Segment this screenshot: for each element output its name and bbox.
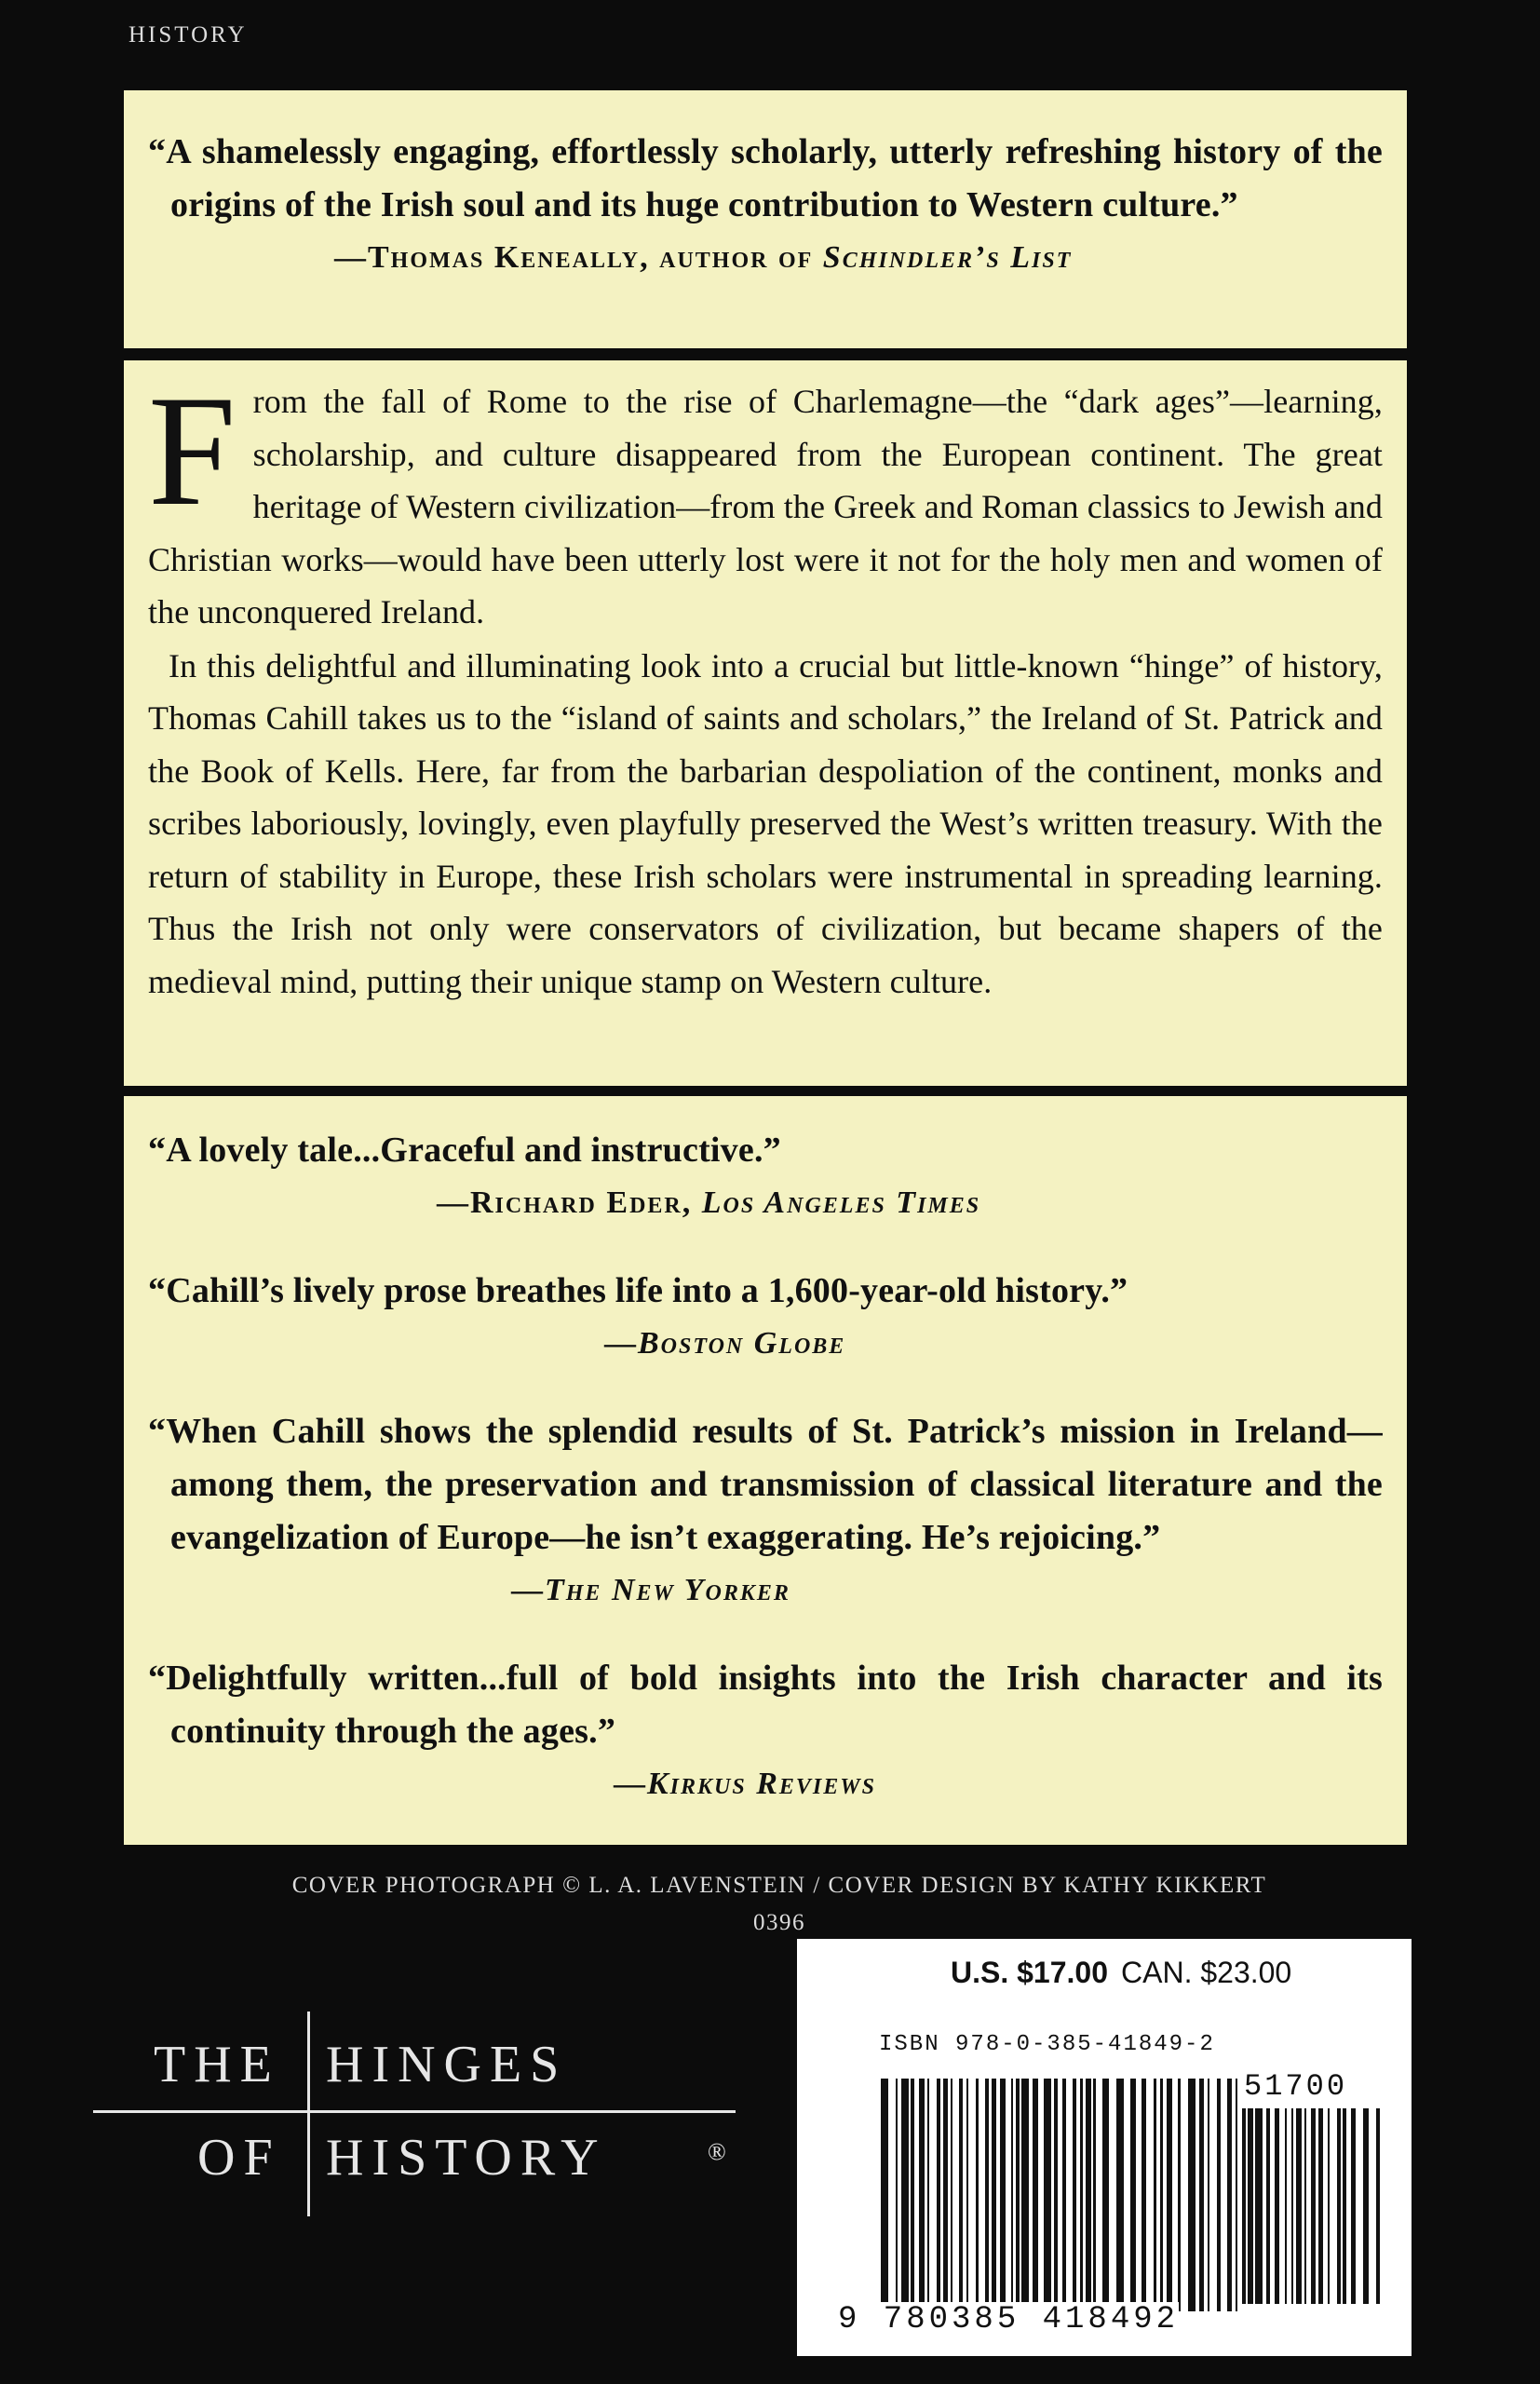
barcode-bar [1328, 2108, 1330, 2304]
barcode-bar [937, 2079, 940, 2311]
credits-line: COVER PHOTOGRAPH © L. A. LAVENSTEIN / COVER DESIGN BY KATHY KIKKERT [291, 1873, 1267, 1898]
category-label: HISTORY [128, 22, 248, 47]
barcode-bar [1242, 2108, 1246, 2304]
barcode-bar [1021, 2079, 1029, 2311]
barcode-bar [1000, 2079, 1006, 2311]
logo-vertical-rule [307, 2012, 310, 2216]
review-quote-attribution [148, 1758, 1383, 1810]
barcode-bar [1130, 2079, 1136, 2311]
barcode-bar [1016, 2079, 1020, 2311]
top-quote-author: —Thomas Keneally, author of [334, 240, 823, 275]
top-quote-work: Schindler’s List [822, 240, 1073, 275]
review-quote [148, 1265, 1383, 1370]
barcode-bar [976, 2079, 979, 2311]
barcode-bar [1291, 2108, 1293, 2304]
can-price: CAN. $23.00 [1121, 1956, 1292, 1989]
blurb-paragraph-1-text: rom the fall of Rome to the rise of Charlemagne—the “dark ages”—learning, scholarship, and culture disappeared from the European continent. The great heritage of Western civilization—from the Greek and Roman classics to Jewish and Christian works—would have been utterly lost were it not for the holy men and women of the unconquered Ireland. [148, 383, 1383, 630]
barcode-bar [901, 2079, 909, 2311]
barcode-bar [985, 2079, 989, 2311]
barcode-bar [1217, 2079, 1221, 2311]
barcode-bar [992, 2079, 996, 2311]
barcode-bar [1227, 2079, 1232, 2311]
barcode-bar [951, 2079, 952, 2311]
review-quote [148, 1405, 1383, 1617]
barcode-bar [1351, 2108, 1356, 2304]
barcode-bar [1296, 2108, 1302, 2304]
series-word: OF [197, 2129, 281, 2187]
barcode-bar [1178, 2079, 1181, 2311]
barcode-bar [1033, 2079, 1038, 2311]
barcode-bar [927, 2079, 929, 2311]
barcode-bar [1376, 2108, 1380, 2304]
review-quote-source: Los Angeles Times [701, 1185, 981, 1220]
barcode-bar [943, 2079, 948, 2311]
review-quote-source: Kirkus Reviews [647, 1767, 876, 1801]
ean-digits: 9 780385 418492 [838, 2302, 1180, 2337]
barcode-bar [1073, 2079, 1076, 2311]
price-barcode-box [797, 1939, 1412, 2356]
blurb-text [148, 363, 1383, 1008]
barcode-bar [1154, 2079, 1156, 2311]
review-quote-author: —Richard Eder, [437, 1185, 702, 1220]
supplement-barcode [1242, 2108, 1382, 2304]
barcode-bar [966, 2079, 968, 2311]
barcode-bar [1337, 2108, 1341, 2304]
barcode-bar [1266, 2108, 1270, 2304]
review-quote-text: “When Cahill shows the splendid results of St. Patrick’s mission in Ireland—among them, the preservation and transmission of classical literature and the evangelization of Europe—he isn’t exaggerating. He’s rejoicing.” [148, 1412, 1383, 1557]
barcode-bar [1208, 2079, 1209, 2311]
registered-mark: ® [708, 2138, 726, 2165]
barcode-bar [911, 2079, 914, 2311]
barcode-bar [1343, 2108, 1346, 2304]
barcode-bar [1080, 2079, 1083, 2311]
barcode-bar [1102, 2079, 1109, 2311]
print-code: 0396 [753, 1910, 805, 1935]
price-line [951, 1956, 1291, 1990]
series-word: HISTORY [326, 2129, 607, 2187]
top-quote-text: “A shamelessly engaging, effortlessly scholarly, utterly refreshing history of the origins of the Irish soul and its huge contribution to Western culture.” [148, 132, 1383, 224]
barcode-bar [1011, 2079, 1013, 2311]
review-quote [148, 1652, 1383, 1810]
barcode-bar [1044, 2079, 1051, 2311]
barcode-bar [1086, 2079, 1091, 2311]
series-word: THE [154, 2036, 280, 2093]
drop-cap: F [148, 363, 236, 538]
barcode-bar [1248, 2108, 1253, 2304]
review-quote-text: “Delightfully written...full of bold insights into the Irish character and its continuity through the ages.” [148, 1659, 1383, 1751]
barcode-bar [1363, 2108, 1369, 2304]
review-quote-text: “A lovely tale...Graceful and instructive.” [148, 1131, 781, 1170]
price-supplement-code: 51700 [1244, 2069, 1348, 2104]
barcode-bar [1255, 2108, 1263, 2304]
top-quote-panel [124, 90, 1407, 348]
barcode-bar [1188, 2079, 1196, 2311]
series-word: HINGES [326, 2036, 568, 2093]
barcode-bar [881, 2079, 888, 2311]
review-quote-author: — [511, 1573, 545, 1607]
barcode-bar [1093, 2079, 1096, 2311]
review-quote-author: — [614, 1767, 647, 1801]
barcode-bar [959, 2079, 963, 2311]
barcode-bar [1054, 2079, 1058, 2311]
blurb-panel [124, 360, 1407, 1086]
us-price: U.S. $17.00 [951, 1956, 1108, 1989]
review-quote-attribution [148, 1318, 1383, 1370]
cover-credits [0, 1867, 1540, 1942]
barcode-bar [1199, 2079, 1204, 2311]
barcode-bar [1318, 2108, 1323, 2304]
barcode-bar [1160, 2079, 1163, 2311]
barcode-bar [919, 2079, 925, 2311]
barcode-bar [1304, 2108, 1306, 2304]
barcode-bar [1285, 2108, 1287, 2304]
barcode-bar [1311, 2108, 1316, 2304]
barcode-bar [896, 2079, 898, 2311]
blurb-paragraph-2: In this delightful and illuminating look into a crucial but little-known “hinge” of history, Thomas Cahill takes us to the “island of saints and scholars,” the Ireland of St. Patrick and the Book of Kells. Here, far from the barbarian despoliation of the continent, monks and scribes laboriously, lovingly, even playfully preserved the West’s written treasury. With the return of stability in Europe, these Irish scholars were instrumental in spreading learning. Thus the Irish not only were conservators of civilization, but became shapers of the medieval mind, putting their unique stamp on Western culture. [148, 646, 1383, 1000]
barcode-bar [1062, 2079, 1066, 2311]
barcode-bar [1141, 2079, 1146, 2311]
isbn-text: ISBN 978-0-385-41849-2 [879, 2032, 1215, 2057]
barcode-bar [1167, 2079, 1172, 2311]
review-quote-source: The New Yorker [545, 1573, 790, 1607]
review-quote-attribution [148, 1177, 1383, 1229]
barcode-bar [1236, 2079, 1237, 2311]
blurb-paragraph-1 [148, 363, 1383, 639]
logo-horizontal-rule [93, 2110, 736, 2113]
review-quote-author: — [604, 1326, 638, 1361]
barcode-bar [1116, 2079, 1124, 2311]
review-quote-text: “Cahill’s lively prose breathes life into a 1,600-year-old history.” [148, 1271, 1128, 1310]
reviews-panel [124, 1096, 1407, 1845]
ean-barcode [881, 2079, 1244, 2311]
series-logo [93, 2012, 745, 2216]
review-quote-attribution [148, 1564, 1383, 1617]
barcode-bar [1275, 2108, 1279, 2304]
review-quote-source: Boston Globe [638, 1326, 846, 1361]
top-quote-attribution [148, 232, 1383, 284]
review-quote [148, 1124, 1383, 1229]
